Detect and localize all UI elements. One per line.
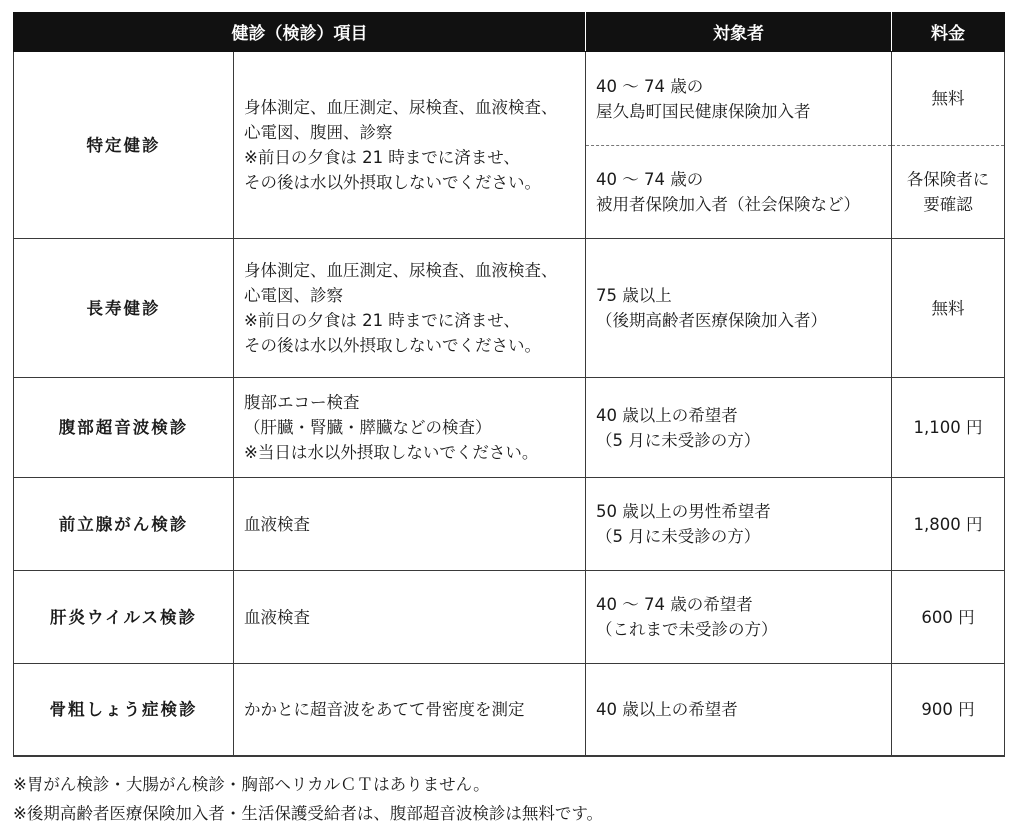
header-item: 健診（検診）項目	[14, 12, 586, 52]
target-line: 40 歳以上の希望者	[596, 405, 738, 425]
exam-fee	[892, 52, 1005, 146]
footnote: ※後期高齢者医療保険加入者・生活保護受給者は、腹部超音波検診は無料です。	[13, 804, 604, 823]
item-line: ※前日の夕食は 21 時までに済ませ、	[244, 311, 520, 330]
exam-target	[586, 478, 892, 571]
target-line: 40 ～ 74 歳の	[596, 170, 704, 189]
item-line: ※当日は水以外摂取しないでください。	[244, 443, 539, 462]
target-line: 50 歳以上の男性希望者	[596, 502, 771, 521]
item-line: 身体測定、血圧測定、尿検査、血液検査、	[244, 261, 558, 280]
footnotes	[13, 770, 603, 828]
target-line: 40 ～ 74 歳の	[596, 76, 704, 96]
exam-table	[13, 12, 1005, 757]
target-line: 40 ～ 74 歳の希望者	[596, 595, 753, 614]
exam-name: 前立腺がん検診	[14, 478, 234, 571]
exam-target	[586, 146, 892, 239]
target-line: （5 月に未受診の方）	[596, 527, 761, 546]
exam-fee: 900 円	[892, 664, 1005, 756]
exam-items	[234, 478, 586, 571]
table-row	[14, 571, 1005, 664]
header-target: 対象者	[586, 12, 892, 52]
target-line: （後期高齢者医療保険加入者）	[596, 311, 827, 330]
footnote: ※胃がん検診・大腸がん検診・胸部ヘリカルＣＴはありません。	[13, 775, 490, 794]
fee-line: 各保険者に	[906, 170, 990, 189]
exam-name: 骨粗しょう症検診	[14, 664, 234, 756]
table-row	[14, 664, 1005, 756]
item-line: 心電図、腹囲、診察	[244, 123, 393, 142]
item-line: 身体測定、血圧測定、尿検査、血液検査、	[244, 98, 558, 117]
exam-target	[586, 239, 892, 378]
exam-items	[234, 52, 586, 239]
exam-name: 肝炎ウイルス検診	[14, 571, 234, 664]
target-line: 被用者保険加入者（社会保険など）	[596, 195, 860, 214]
fee-line: 要確認	[923, 195, 973, 214]
item-line: かかとに超音波をあてて骨密度を測定	[244, 699, 525, 719]
target-line: （これまで未受診の方）	[596, 620, 778, 639]
exam-name: 長寿健診	[14, 239, 234, 378]
exam-target	[586, 571, 892, 664]
exam-target	[586, 378, 892, 478]
exam-fee	[892, 146, 1005, 239]
exam-fee: 無料	[892, 239, 1005, 378]
exam-name: 腹部超音波検診	[14, 378, 234, 478]
table-row	[14, 239, 1005, 378]
exam-fee: 1,100 円	[892, 378, 1005, 478]
target-line: 屋久島町国民健康保険加入者	[596, 101, 811, 121]
table-header-row	[14, 12, 1005, 52]
item-line: （肝臓・腎臓・膵臓などの検査）	[244, 418, 492, 437]
exam-name: 特定健診	[14, 52, 234, 239]
item-line: 心電図、診察	[244, 286, 343, 305]
table-row	[14, 52, 1005, 146]
item-line: 腹部エコー検査	[244, 393, 360, 412]
exam-target	[586, 52, 892, 146]
table-row	[14, 378, 1005, 478]
target-line: 40 歳以上の希望者	[596, 699, 738, 719]
exam-target	[586, 664, 892, 756]
item-line: その後は水以外摂取しないでください。	[244, 173, 541, 192]
exam-items	[234, 571, 586, 664]
exam-fee: 1,800 円	[892, 478, 1005, 571]
target-line: 75 歳以上	[596, 286, 672, 305]
exam-fee: 600 円	[892, 571, 1005, 664]
item-line: その後は水以外摂取しないでください。	[244, 336, 541, 355]
exam-items	[234, 239, 586, 378]
fee-line: 無料	[931, 89, 965, 108]
target-line: （5 月に未受診の方）	[596, 430, 761, 450]
exam-items	[234, 664, 586, 756]
item-line: 血液検査	[244, 607, 310, 627]
table-row	[14, 478, 1005, 571]
item-line: 血液検査	[244, 514, 310, 534]
item-line: ※前日の夕食は 21 時までに済ませ、	[244, 148, 520, 167]
exam-items	[234, 378, 586, 478]
header-fee: 料金	[892, 12, 1005, 52]
